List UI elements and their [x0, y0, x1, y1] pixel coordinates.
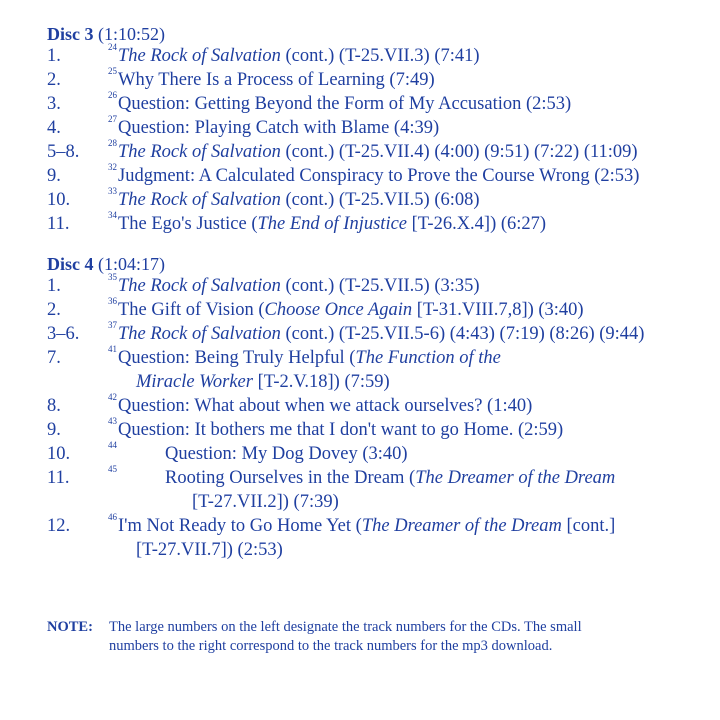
disc3-heading [47, 24, 165, 45]
track-title-italic: The Dreamer of the Dream [361, 516, 562, 536]
mp3-track-number: 44 [108, 440, 117, 450]
track-number: 2. [47, 300, 61, 320]
track-title: Question: My Dog Dovey (3:40) [165, 444, 408, 464]
mp3-track-number: 24 [108, 42, 117, 52]
track-title-italic: The Function of the [355, 348, 501, 368]
disc4-track-7 [0, 344, 720, 372]
track-title: Question: Playing Catch with Blame (4:39) [118, 118, 440, 138]
track-number: 3. [47, 94, 61, 114]
track-title-text: I'm Not Ready to Go Home Yet ( [118, 516, 362, 536]
mp3-track-number: 43 [108, 416, 117, 426]
track-number: 11. [47, 214, 70, 234]
track-title-text: (cont.) (T-25.VII.3) (7:41) [280, 46, 480, 66]
track-number: 8. [47, 396, 61, 416]
track-title: Question: Getting Beyond the Form of My Accusation (2:53) [118, 94, 572, 114]
track-title-text: [T-31.VIII.7,8]) (3:40) [412, 300, 584, 320]
track-title-text: [T-27.VII.7]) (2:53) [136, 540, 283, 560]
track-title-text: [T-2.V.18]) (7:59) [252, 372, 390, 392]
mp3-track-number: 35 [108, 272, 117, 282]
disc4-track-11-continuation [192, 492, 339, 513]
track-number: 5–8. [47, 142, 80, 162]
track-title: Question: It bothers me that I don't want to go Home. (2:59) [118, 420, 564, 440]
track-title-text: (cont.) (T-25.VII.4) (4:00) (9:51) (7:22) (11:09) [280, 142, 638, 162]
track-title-italic: The Rock of Salvation [118, 142, 281, 162]
disc4-duration: (1:04:17) [98, 254, 165, 274]
track-number: 7. [47, 348, 61, 368]
track-title [165, 468, 615, 489]
track-title-text: Question: Being Truly Helpful ( [118, 348, 356, 368]
mp3-track-number: 33 [108, 186, 117, 196]
disc3-label: Disc 3 [47, 24, 94, 44]
track-title [118, 516, 615, 537]
track-title [118, 348, 501, 369]
mp3-track-number: 27 [108, 114, 117, 124]
note-text-line: The large numbers on the left designate the track numbers for the CDs. The small [109, 619, 582, 635]
mp3-track-number: 28 [108, 138, 117, 148]
track-title-text: (cont.) (T-25.VII.5-6) (4:43) (7:19) (8:26) (9:44) [280, 324, 645, 344]
mp3-track-number: 41 [108, 344, 117, 354]
track-title-italic: Choose Once Again [264, 300, 413, 320]
track-title [118, 324, 644, 345]
track-title-text: [cont.] [561, 516, 616, 536]
track-title-text: The Gift of Vision ( [118, 300, 265, 320]
track-number: 11. [47, 468, 70, 488]
track-title: Question: What about when we attack ourselves? (1:40) [118, 396, 533, 416]
track-number: 1. [47, 46, 61, 66]
track-title-text: Rooting Ourselves in the Dream ( [165, 468, 416, 488]
mp3-track-number: 46 [108, 512, 117, 522]
track-number: 9. [47, 420, 61, 440]
mp3-track-number: 32 [108, 162, 117, 172]
track-title-italic: The Rock of Salvation [118, 190, 281, 210]
track-title-italic: The Rock of Salvation [118, 324, 281, 344]
track-title [118, 190, 480, 211]
track-title: Judgment: A Calculated Conspiracy to Prove the Course Wrong (2:53) [118, 166, 640, 186]
disc4-track-11 [0, 464, 720, 492]
track-title-italic: Miracle Worker [136, 372, 253, 392]
mp3-track-number: 37 [108, 320, 117, 330]
disc4-track-7-continuation [136, 372, 390, 393]
track-number: 2. [47, 70, 61, 90]
track-number: 1. [47, 276, 61, 296]
mp3-track-number: 36 [108, 296, 117, 306]
mp3-track-number: 25 [108, 66, 117, 76]
note-label: NOTE: [47, 619, 93, 635]
disc4-track-12-continuation [136, 540, 283, 561]
disc3-track-11 [0, 210, 720, 238]
track-title-text: (cont.) (T-25.VII.5) (3:35) [280, 276, 480, 296]
track-title-italic: The End of Injustice [257, 214, 408, 234]
track-number: 12. [47, 516, 71, 536]
track-title [118, 46, 480, 67]
mp3-track-number: 42 [108, 392, 117, 402]
track-title [118, 214, 546, 235]
disc4-heading [47, 254, 165, 275]
track-title-text: The Ego's Justice ( [118, 214, 258, 234]
track-title [118, 300, 584, 321]
track-number: 3–6. [47, 324, 80, 344]
track-number: 10. [47, 190, 71, 210]
track-title-italic: The Dreamer of the Dream [415, 468, 616, 488]
disc3-duration: (1:10:52) [98, 24, 165, 44]
track-title [118, 142, 638, 163]
track-title [118, 276, 480, 297]
track-title-italic: The Rock of Salvation [118, 276, 281, 296]
track-title-text: (cont.) (T-25.VII.5) (6:08) [280, 190, 480, 210]
disc4-label: Disc 4 [47, 254, 94, 274]
disc4-track-12 [0, 512, 720, 540]
mp3-track-number: 26 [108, 90, 117, 100]
mp3-track-number: 34 [108, 210, 117, 220]
track-number: 4. [47, 118, 61, 138]
note-text-line: numbers to the right correspond to the track numbers for the mp3 download. [109, 638, 553, 654]
track-title: Why There Is a Process of Learning (7:49) [118, 70, 435, 90]
mp3-track-number: 45 [108, 464, 117, 474]
track-title-text: [T-27.VII.2]) (7:39) [192, 492, 339, 512]
track-title-text: [T-26.X.4]) (6:27) [407, 214, 547, 234]
track-number: 10. [47, 444, 71, 464]
track-title-italic: The Rock of Salvation [118, 46, 281, 66]
track-number: 9. [47, 166, 61, 186]
